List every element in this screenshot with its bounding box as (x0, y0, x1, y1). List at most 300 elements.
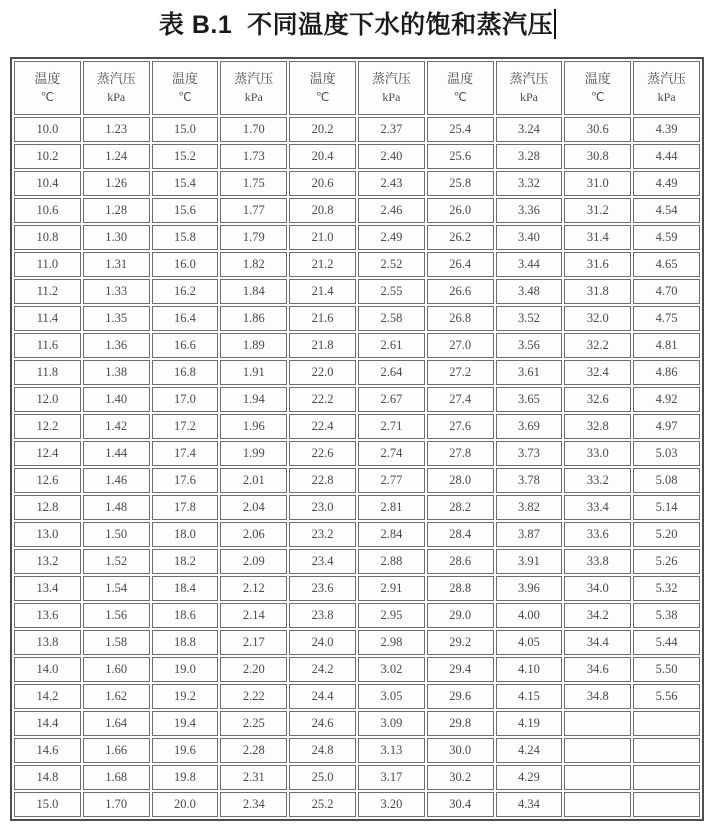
table-row (14, 495, 700, 520)
cell-pressure: 1.60 (83, 657, 150, 682)
cell-temperature: 22.0 (289, 360, 356, 385)
cell-pressure: 5.08 (633, 468, 700, 493)
cell-pressure: 2.14 (220, 603, 287, 628)
header-temperature-label: 温度 (584, 71, 611, 86)
cell-pressure: 1.70 (83, 792, 150, 817)
header-temperature-unit: ℃ (178, 90, 192, 104)
cell-temperature: 18.4 (152, 576, 219, 601)
cell-temperature: 31.0 (564, 171, 631, 196)
cell-temperature: 34.0 (564, 576, 631, 601)
cell-pressure: 2.55 (358, 279, 425, 304)
table-body (14, 117, 700, 817)
cell-temperature: 15.0 (14, 792, 81, 817)
cell-pressure: 2.61 (358, 333, 425, 358)
cell-temperature: 26.0 (427, 198, 494, 223)
cell-temperature: 13.8 (14, 630, 81, 655)
header-temperature (564, 61, 631, 115)
header-temperature-unit: ℃ (591, 90, 605, 104)
cell-temperature: 16.8 (152, 360, 219, 385)
table-row (14, 441, 700, 466)
cell-pressure: 1.46 (83, 468, 150, 493)
cell-temperature: 26.6 (427, 279, 494, 304)
table-row (14, 522, 700, 547)
table-row (14, 792, 700, 817)
cell-pressure: 3.91 (496, 549, 563, 574)
cell-pressure: 2.91 (358, 576, 425, 601)
cell-pressure: 2.81 (358, 495, 425, 520)
cell-temperature: 21.8 (289, 333, 356, 358)
cell-temperature: 13.0 (14, 522, 81, 547)
cell-temperature: 21.0 (289, 225, 356, 250)
cell-temperature: 12.0 (14, 387, 81, 412)
cell-temperature: 25.2 (289, 792, 356, 817)
cell-pressure: 2.84 (358, 522, 425, 547)
cell-pressure: 4.10 (496, 657, 563, 682)
cell-pressure: 2.98 (358, 630, 425, 655)
text-cursor (554, 9, 556, 39)
cell-pressure: 1.58 (83, 630, 150, 655)
page-title[interactable] (0, 2, 715, 48)
header-pressure-label: 蒸汽压 (234, 71, 274, 86)
header-pressure-label: 蒸汽压 (96, 71, 136, 86)
cell-pressure: 4.86 (633, 360, 700, 385)
cell-pressure: 2.06 (220, 522, 287, 547)
cell-pressure: 2.31 (220, 765, 287, 790)
header-pressure (83, 61, 150, 115)
cell-pressure: 4.19 (496, 711, 563, 736)
cell-pressure: 3.96 (496, 576, 563, 601)
cell-temperature: 28.4 (427, 522, 494, 547)
cell-temperature: 14.6 (14, 738, 81, 763)
cell-pressure: 4.65 (633, 252, 700, 277)
table-row (14, 603, 700, 628)
cell-pressure (633, 738, 700, 763)
cell-pressure: 1.75 (220, 171, 287, 196)
table-row (14, 144, 700, 169)
cell-pressure: 2.71 (358, 414, 425, 439)
cell-pressure: 1.30 (83, 225, 150, 250)
cell-temperature: 15.4 (152, 171, 219, 196)
cell-temperature: 17.2 (152, 414, 219, 439)
cell-temperature: 30.6 (564, 117, 631, 142)
cell-pressure: 2.43 (358, 171, 425, 196)
cell-pressure: 2.74 (358, 441, 425, 466)
cell-pressure: 1.66 (83, 738, 150, 763)
cell-temperature: 10.8 (14, 225, 81, 250)
cell-pressure: 2.88 (358, 549, 425, 574)
cell-pressure: 1.73 (220, 144, 287, 169)
cell-pressure: 1.99 (220, 441, 287, 466)
header-temperature-unit: ℃ (453, 90, 467, 104)
cell-pressure: 1.91 (220, 360, 287, 385)
cell-pressure: 3.78 (496, 468, 563, 493)
cell-temperature: 23.4 (289, 549, 356, 574)
cell-temperature: 14.0 (14, 657, 81, 682)
cell-pressure: 2.12 (220, 576, 287, 601)
cell-temperature: 24.0 (289, 630, 356, 655)
cell-pressure: 5.20 (633, 522, 700, 547)
cell-pressure: 4.39 (633, 117, 700, 142)
cell-temperature: 33.4 (564, 495, 631, 520)
table-row (14, 576, 700, 601)
cell-pressure: 1.33 (83, 279, 150, 304)
cell-pressure: 2.49 (358, 225, 425, 250)
cell-pressure: 1.84 (220, 279, 287, 304)
cell-pressure: 1.54 (83, 576, 150, 601)
saturated-vapor-pressure-table (10, 57, 704, 821)
cell-pressure: 3.44 (496, 252, 563, 277)
cell-pressure: 1.94 (220, 387, 287, 412)
cell-pressure: 4.81 (633, 333, 700, 358)
cell-temperature: 15.0 (152, 117, 219, 142)
cell-pressure: 5.38 (633, 603, 700, 628)
table-row (14, 333, 700, 358)
cell-temperature: 12.2 (14, 414, 81, 439)
cell-temperature: 20.2 (289, 117, 356, 142)
cell-pressure: 4.70 (633, 279, 700, 304)
cell-pressure: 1.40 (83, 387, 150, 412)
cell-pressure: 2.09 (220, 549, 287, 574)
cell-pressure: 4.44 (633, 144, 700, 169)
cell-pressure: 1.38 (83, 360, 150, 385)
cell-temperature: 25.4 (427, 117, 494, 142)
cell-temperature: 20.4 (289, 144, 356, 169)
cell-pressure: 1.28 (83, 198, 150, 223)
cell-temperature: 11.0 (14, 252, 81, 277)
cell-temperature: 11.4 (14, 306, 81, 331)
cell-pressure: 2.17 (220, 630, 287, 655)
cell-pressure: 3.02 (358, 657, 425, 682)
cell-pressure: 4.15 (496, 684, 563, 709)
cell-temperature: 26.4 (427, 252, 494, 277)
cell-temperature: 29.4 (427, 657, 494, 682)
header-temperature (427, 61, 494, 115)
table-row (14, 306, 700, 331)
cell-pressure: 3.13 (358, 738, 425, 763)
cell-pressure: 5.44 (633, 630, 700, 655)
cell-pressure: 1.68 (83, 765, 150, 790)
header-temperature-label: 温度 (171, 71, 198, 86)
cell-temperature: 28.2 (427, 495, 494, 520)
cell-pressure: 2.77 (358, 468, 425, 493)
cell-temperature: 22.8 (289, 468, 356, 493)
cell-temperature: 13.4 (14, 576, 81, 601)
cell-temperature: 30.8 (564, 144, 631, 169)
cell-pressure: 3.36 (496, 198, 563, 223)
table-header (14, 61, 700, 115)
header-pressure-unit: kPa (657, 90, 676, 104)
cell-pressure (633, 765, 700, 790)
table-row (14, 225, 700, 250)
cell-pressure: 5.14 (633, 495, 700, 520)
cell-temperature: 22.6 (289, 441, 356, 466)
cell-temperature: 17.4 (152, 441, 219, 466)
cell-temperature: 19.2 (152, 684, 219, 709)
cell-temperature (564, 711, 631, 736)
cell-pressure: 4.05 (496, 630, 563, 655)
cell-pressure: 3.82 (496, 495, 563, 520)
cell-temperature: 21.4 (289, 279, 356, 304)
cell-pressure: 4.34 (496, 792, 563, 817)
cell-temperature: 13.6 (14, 603, 81, 628)
cell-temperature: 16.4 (152, 306, 219, 331)
cell-temperature: 34.6 (564, 657, 631, 682)
cell-pressure: 3.24 (496, 117, 563, 142)
cell-temperature: 23.6 (289, 576, 356, 601)
cell-temperature: 24.6 (289, 711, 356, 736)
cell-temperature: 18.6 (152, 603, 219, 628)
cell-pressure: 2.58 (358, 306, 425, 331)
cell-temperature: 33.0 (564, 441, 631, 466)
cell-pressure: 1.79 (220, 225, 287, 250)
cell-temperature: 20.0 (152, 792, 219, 817)
header-pressure-unit: kPa (519, 90, 538, 104)
cell-pressure: 5.50 (633, 657, 700, 682)
cell-temperature: 19.6 (152, 738, 219, 763)
table-row (14, 738, 700, 763)
cell-temperature: 12.4 (14, 441, 81, 466)
cell-temperature: 32.8 (564, 414, 631, 439)
cell-temperature: 19.0 (152, 657, 219, 682)
cell-temperature: 30.4 (427, 792, 494, 817)
cell-pressure: 4.54 (633, 198, 700, 223)
cell-temperature (564, 738, 631, 763)
cell-pressure: 1.52 (83, 549, 150, 574)
cell-temperature (564, 765, 631, 790)
cell-temperature: 13.2 (14, 549, 81, 574)
header-temperature (14, 61, 81, 115)
cell-temperature: 31.8 (564, 279, 631, 304)
cell-pressure: 1.44 (83, 441, 150, 466)
cell-pressure: 1.62 (83, 684, 150, 709)
cell-pressure: 3.32 (496, 171, 563, 196)
cell-temperature: 18.8 (152, 630, 219, 655)
cell-pressure: 3.56 (496, 333, 563, 358)
table-row (14, 657, 700, 682)
cell-pressure: 1.70 (220, 117, 287, 142)
cell-temperature: 31.2 (564, 198, 631, 223)
table-row (14, 360, 700, 385)
table-row (14, 198, 700, 223)
cell-temperature: 30.0 (427, 738, 494, 763)
cell-pressure: 5.26 (633, 549, 700, 574)
cell-pressure: 1.50 (83, 522, 150, 547)
cell-pressure: 2.64 (358, 360, 425, 385)
table-row (14, 171, 700, 196)
table-row (14, 630, 700, 655)
table-row (14, 468, 700, 493)
cell-temperature: 10.4 (14, 171, 81, 196)
cell-pressure: 3.40 (496, 225, 563, 250)
cell-pressure: 1.77 (220, 198, 287, 223)
cell-temperature: 15.8 (152, 225, 219, 250)
cell-pressure: 1.36 (83, 333, 150, 358)
cell-temperature: 25.8 (427, 171, 494, 196)
table-row (14, 765, 700, 790)
cell-pressure: 1.24 (83, 144, 150, 169)
cell-temperature: 17.0 (152, 387, 219, 412)
cell-pressure: 4.75 (633, 306, 700, 331)
cell-pressure (633, 711, 700, 736)
cell-temperature: 23.2 (289, 522, 356, 547)
cell-temperature: 27.6 (427, 414, 494, 439)
cell-pressure: 1.48 (83, 495, 150, 520)
cell-temperature (564, 792, 631, 817)
header-pressure (358, 61, 425, 115)
cell-temperature: 11.8 (14, 360, 81, 385)
cell-pressure: 2.04 (220, 495, 287, 520)
cell-temperature: 17.6 (152, 468, 219, 493)
cell-temperature: 20.8 (289, 198, 356, 223)
cell-pressure: 1.82 (220, 252, 287, 277)
cell-temperature: 29.0 (427, 603, 494, 628)
cell-temperature: 28.8 (427, 576, 494, 601)
cell-pressure: 2.37 (358, 117, 425, 142)
cell-temperature: 22.4 (289, 414, 356, 439)
header-pressure-unit: kPa (244, 90, 263, 104)
cell-temperature: 29.8 (427, 711, 494, 736)
cell-pressure (633, 792, 700, 817)
cell-temperature: 27.2 (427, 360, 494, 385)
cell-temperature: 25.0 (289, 765, 356, 790)
cell-pressure: 1.26 (83, 171, 150, 196)
cell-pressure: 2.22 (220, 684, 287, 709)
cell-temperature: 34.8 (564, 684, 631, 709)
cell-temperature: 32.2 (564, 333, 631, 358)
header-pressure-label: 蒸汽压 (509, 71, 549, 86)
header-temperature-label: 温度 (309, 71, 336, 86)
cell-pressure: 2.46 (358, 198, 425, 223)
cell-pressure: 3.20 (358, 792, 425, 817)
cell-temperature: 32.6 (564, 387, 631, 412)
cell-pressure: 3.69 (496, 414, 563, 439)
cell-temperature: 28.0 (427, 468, 494, 493)
cell-temperature: 11.6 (14, 333, 81, 358)
cell-pressure: 3.09 (358, 711, 425, 736)
cell-temperature: 19.4 (152, 711, 219, 736)
header-temperature (289, 61, 356, 115)
cell-pressure: 1.42 (83, 414, 150, 439)
cell-temperature: 15.6 (152, 198, 219, 223)
cell-pressure: 1.96 (220, 414, 287, 439)
cell-pressure: 2.40 (358, 144, 425, 169)
cell-temperature: 12.8 (14, 495, 81, 520)
table-row (14, 279, 700, 304)
cell-pressure: 1.89 (220, 333, 287, 358)
cell-pressure: 4.49 (633, 171, 700, 196)
cell-temperature: 26.2 (427, 225, 494, 250)
cell-temperature: 16.6 (152, 333, 219, 358)
cell-pressure: 1.23 (83, 117, 150, 142)
cell-temperature: 17.8 (152, 495, 219, 520)
cell-pressure: 2.52 (358, 252, 425, 277)
cell-pressure: 1.86 (220, 306, 287, 331)
cell-temperature: 24.2 (289, 657, 356, 682)
cell-pressure: 1.35 (83, 306, 150, 331)
cell-temperature: 18.0 (152, 522, 219, 547)
cell-temperature: 14.8 (14, 765, 81, 790)
cell-pressure: 3.65 (496, 387, 563, 412)
cell-temperature: 34.4 (564, 630, 631, 655)
header-temperature-unit: ℃ (315, 90, 330, 104)
cell-temperature: 29.6 (427, 684, 494, 709)
cell-pressure: 3.73 (496, 441, 563, 466)
cell-pressure: 2.67 (358, 387, 425, 412)
cell-pressure: 3.61 (496, 360, 563, 385)
cell-pressure: 2.95 (358, 603, 425, 628)
cell-temperature: 20.6 (289, 171, 356, 196)
cell-pressure: 2.01 (220, 468, 287, 493)
cell-temperature: 11.2 (14, 279, 81, 304)
header-temperature-unit: ℃ (40, 90, 55, 104)
cell-pressure: 1.31 (83, 252, 150, 277)
cell-temperature: 21.2 (289, 252, 356, 277)
table-row (14, 252, 700, 277)
header-pressure-unit: kPa (382, 90, 401, 104)
cell-pressure: 5.32 (633, 576, 700, 601)
cell-temperature: 31.6 (564, 252, 631, 277)
cell-temperature: 10.6 (14, 198, 81, 223)
cell-pressure: 2.20 (220, 657, 287, 682)
cell-pressure: 3.48 (496, 279, 563, 304)
cell-temperature: 14.4 (14, 711, 81, 736)
cell-pressure: 2.34 (220, 792, 287, 817)
cell-temperature: 28.6 (427, 549, 494, 574)
header-temperature (152, 61, 219, 115)
header-pressure (633, 61, 700, 115)
cell-pressure: 4.00 (496, 603, 563, 628)
cell-temperature: 29.2 (427, 630, 494, 655)
cell-temperature: 18.2 (152, 549, 219, 574)
header-pressure (220, 61, 287, 115)
cell-pressure: 2.28 (220, 738, 287, 763)
cell-temperature: 10.2 (14, 144, 81, 169)
cell-temperature: 14.2 (14, 684, 81, 709)
cell-pressure: 4.59 (633, 225, 700, 250)
cell-temperature: 22.2 (289, 387, 356, 412)
table-row (14, 414, 700, 439)
cell-pressure: 3.05 (358, 684, 425, 709)
table-row (14, 549, 700, 574)
cell-pressure: 4.29 (496, 765, 563, 790)
cell-temperature: 26.8 (427, 306, 494, 331)
table-row (14, 684, 700, 709)
cell-pressure: 3.28 (496, 144, 563, 169)
cell-temperature: 10.0 (14, 117, 81, 142)
cell-temperature: 24.4 (289, 684, 356, 709)
cell-pressure: 3.87 (496, 522, 563, 547)
cell-temperature: 16.0 (152, 252, 219, 277)
cell-temperature: 21.6 (289, 306, 356, 331)
header-temperature-label: 温度 (447, 71, 474, 86)
cell-pressure: 1.64 (83, 711, 150, 736)
page-title-text: 表 B.1 不同温度下水的饱和蒸汽压 (158, 11, 554, 39)
cell-pressure: 1.56 (83, 603, 150, 628)
cell-temperature: 12.6 (14, 468, 81, 493)
cell-temperature: 30.2 (427, 765, 494, 790)
header-pressure-unit: kPa (107, 90, 126, 104)
table-row (14, 387, 700, 412)
cell-temperature: 19.8 (152, 765, 219, 790)
cell-pressure: 4.92 (633, 387, 700, 412)
cell-pressure: 3.17 (358, 765, 425, 790)
table-row (14, 117, 700, 142)
cell-temperature: 16.2 (152, 279, 219, 304)
header-temperature-label: 温度 (34, 71, 61, 86)
cell-temperature: 33.6 (564, 522, 631, 547)
header-pressure (496, 61, 563, 115)
cell-temperature: 33.2 (564, 468, 631, 493)
